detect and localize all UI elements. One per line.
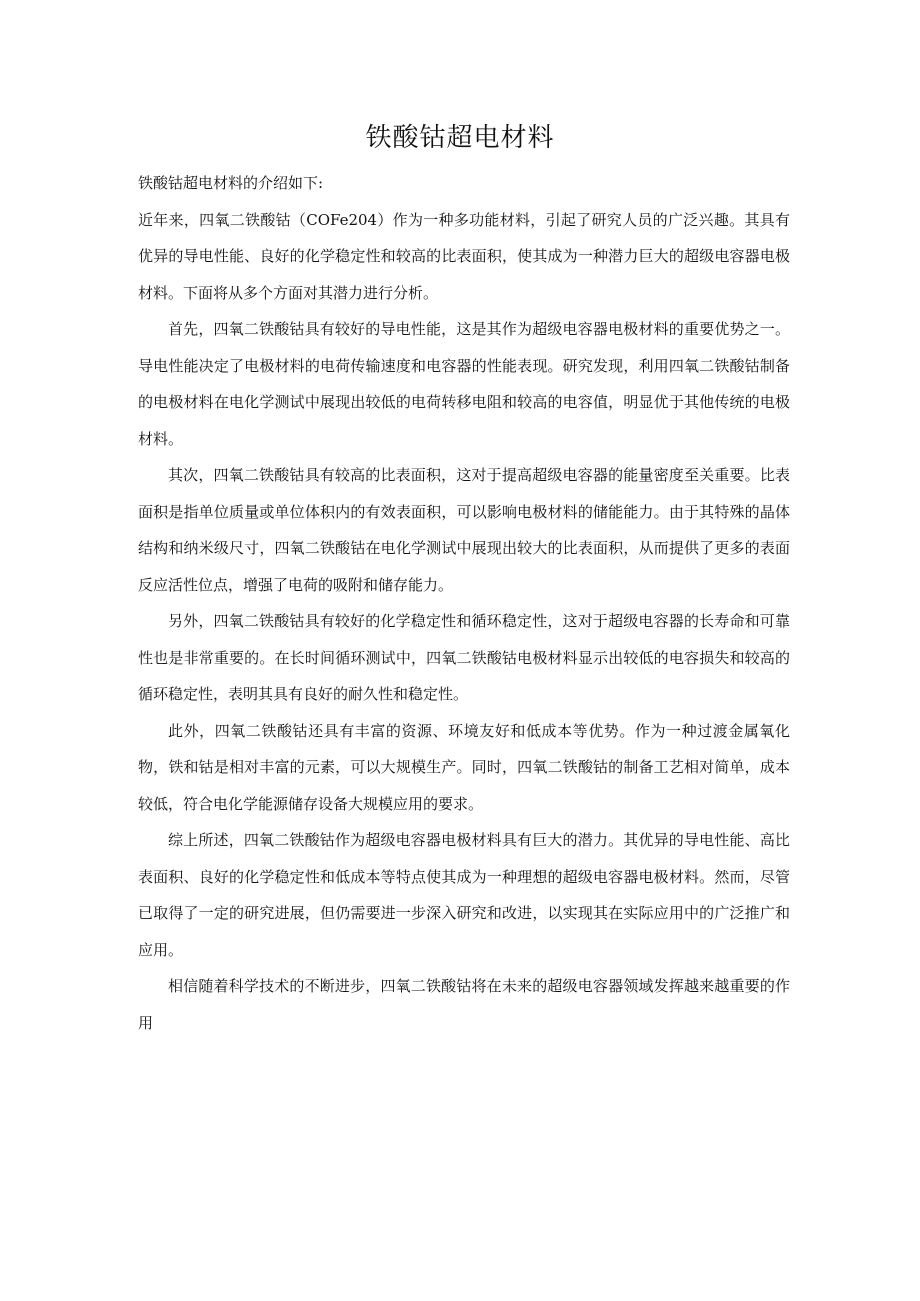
- paragraph-outlook: 相信随着科学技术的不断进步，四氧二铁酸钴将在未来的超级电容器领域发挥越来越重要的作用: [138, 977, 790, 1032]
- paragraph-surface-area: 其次，四氧二铁酸钴具有较高的比表面积，这对于提高超级电容器的能量密度至关重要。比表面积是指单位质量或单位体积内的有效表面积，可以影响电极材料的储能能力。由于其特殊的晶体结构和纳米级尺寸，四氧二铁酸钴在电化学测试中展现出较大的比表面积，从而提供了更多的表面反应活性位点，增强了电荷的吸附和储存能力。: [138, 466, 790, 594]
- document-title: 铁酸钴超电材料: [365, 123, 555, 153]
- paragraph-summary: 综上所述，四氧二铁酸钴作为超级电容器电极材料具有巨大的潜力。其优异的导电性能、高比表面积、良好的化学稳定性和低成本等特点使其成为一种理想的超级电容器电极材料。然而，尽管已取得了一定的研究进展，但仍需要进一步深入研究和改进，以实现其在实际应用中的广泛推广和应用。: [138, 831, 790, 959]
- paragraph-stability: 另外，四氧二铁酸钴具有较好的化学稳定性和循环稳定性，这对于超级电容器的长寿命和可靠性也是非常重要的。在长时间循环测试中，四氧二铁酸钴电极材料显示出较低的电容损失和较高的循环稳定性，表明其具有良好的耐久性和稳定性。: [138, 612, 790, 703]
- paragraph-overview: 近年来，四氧二铁酸钴（COFe204）作为一种多功能材料，引起了研究人员的广泛兴趣。其具有优异的导电性能、良好的化学稳定性和较高的比表面积，使其成为一种潜力巨大的超级电容器电极材料。下面将从多个方面对其潜力进行分析。: [138, 210, 790, 302]
- paragraph-cost: 此外，四氧二铁酸钴还具有丰富的资源、环境友好和低成本等优势。作为一种过渡金属氧化物，铁和钴是相对丰富的元素，可以大规模生产。同时，四氧二铁酸钴的制备工艺相对简单，成本较低，符合电化学能源储存设备大规模应用的要求。: [138, 721, 790, 813]
- paragraph-intro: 铁酸钴超电材料的介绍如下:: [138, 174, 324, 192]
- paragraph-conductivity: 首先，四氧二铁酸钴具有较好的导电性能，这是其作为超级电容器电极材料的重要优势之一。导电性能决定了电极材料的电荷传输速度和电容器的性能表现。研究发现，利用四氧二铁酸钴制备的电极材料在电化学测试中展现出较低的电荷转移电阻和较高的电容值，明显优于其他传统的电极材料。: [138, 320, 790, 448]
- document-body: [138, 165, 790, 1041]
